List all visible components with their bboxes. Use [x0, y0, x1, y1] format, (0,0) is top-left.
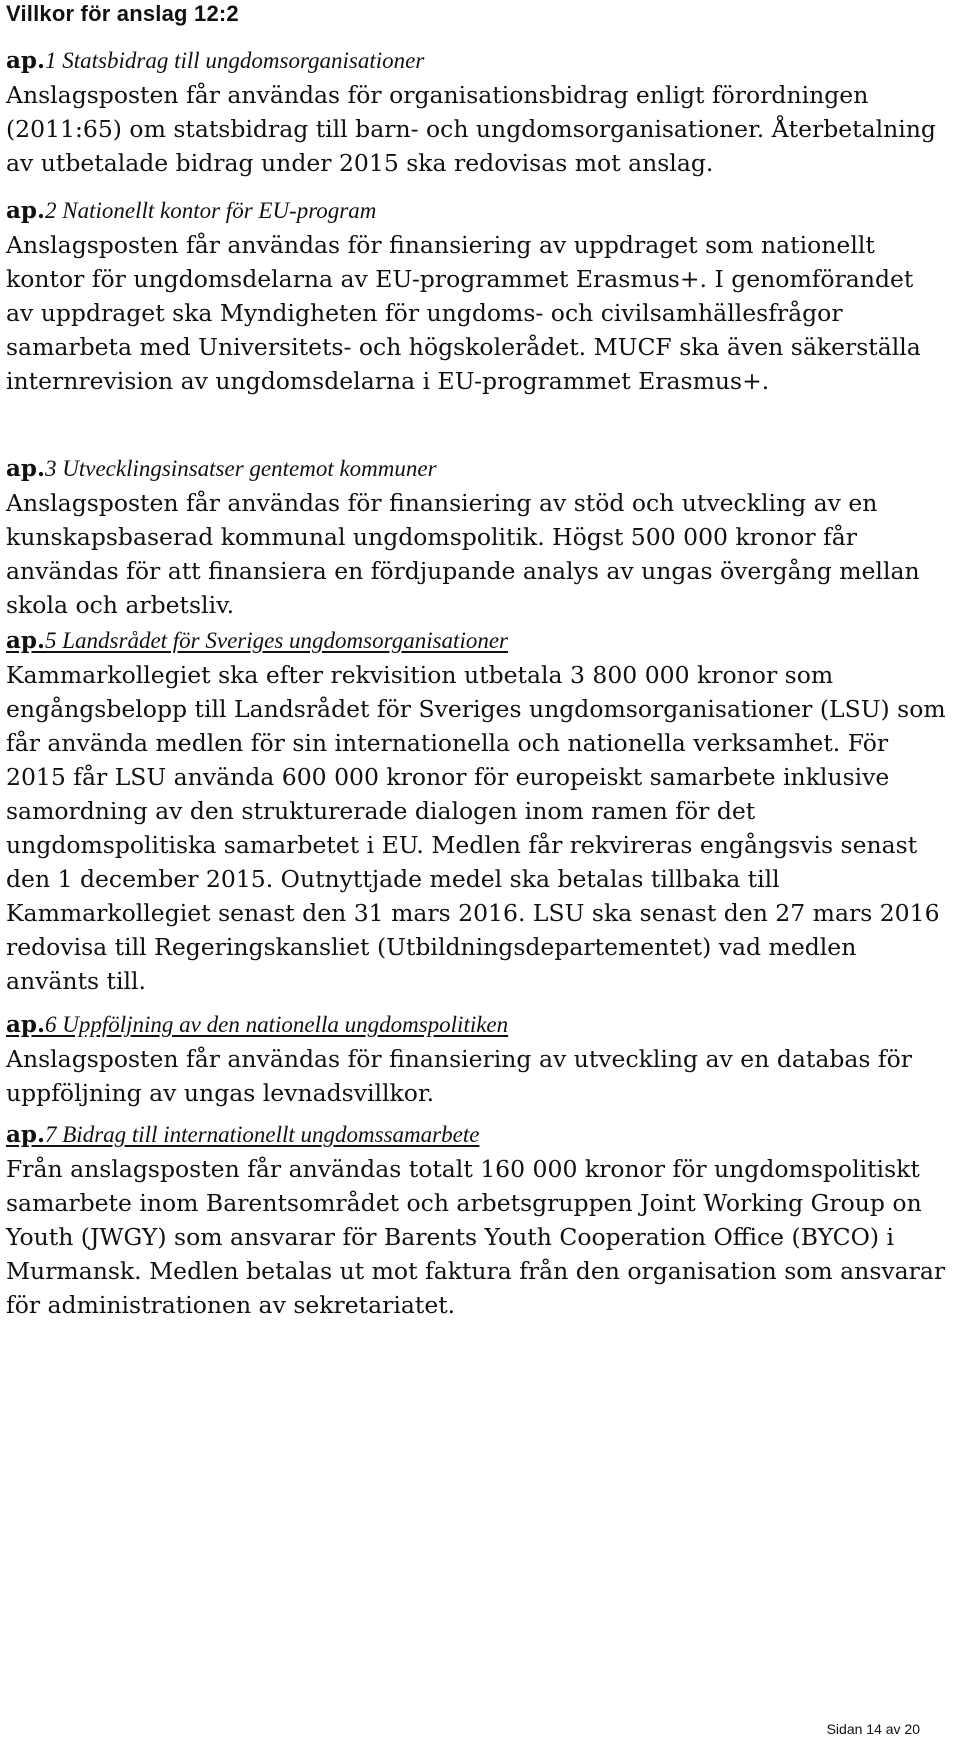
section-body: Från anslagsposten får användas totalt 160 000 kronor för ungdomspolitiskt samarbete inom Barentsområdet och arbetsgruppen Joint Working Group on Youth (JWGY) som ansvarar för Barents Youth Cooperation Office (BYCO) i Murmansk. Medlen betalas ut mot faktura från den organisation som ansvarar för administrationen av sekretariatet. — [6, 1155, 946, 1319]
section-prefix: ap. — [6, 47, 45, 74]
section-title — [6, 1118, 946, 1152]
section-ap7 — [6, 1118, 946, 1322]
section-body: Anslagsposten får användas för finansiering av utveckling av en databas för uppföljning av ungas levnadsvillkor. — [6, 1045, 912, 1107]
section-title-text: 6 Uppföljning av den nationella ungdomspolitiken — [45, 1012, 509, 1037]
section-title — [6, 44, 946, 78]
section-ap2 — [6, 194, 946, 398]
section-title-text: 2 Nationellt kontor för EU-program — [45, 198, 377, 223]
section-title-text: 1 Statsbidrag till ungdomsorganisationer — [45, 48, 425, 73]
section-title — [6, 1008, 946, 1042]
section-body: Anslagsposten får användas för finansiering av stöd och utveckling av en kunskapsbaserad kommunal ungdomspolitik. Högst 500 000 kronor får användas för att finansiera en fördjupande analys av ungas övergång mellan skola och arbetsliv. — [6, 489, 920, 619]
section-prefix: ap. — [6, 197, 45, 224]
section-ap3 — [6, 452, 946, 622]
section-ap6 — [6, 1008, 946, 1110]
section-title — [6, 452, 946, 486]
section-title — [6, 624, 946, 658]
page-number: Sidan 14 av 20 — [826, 1721, 920, 1737]
section-body: Anslagsposten får användas för finansiering av uppdraget som nationellt kontor för ungdomsdelarna av EU-programmet Erasmus+. I genomförandet av uppdraget ska Myndigheten för ungdoms- och civilsamhällesfrågor samarbeta med Universitets- och högskolerådet. MUCF ska även säkerställa internrevision av ungdomsdelarna i EU-programmet Erasmus+. — [6, 231, 921, 395]
section-prefix: ap. — [6, 455, 45, 482]
section-body: Anslagsposten får användas för organisationsbidrag enligt förordningen (2011:65) om statsbidrag till barn- och ungdomsorganisationer. Återbetalning av utbetalade bidrag under 2015 ska redovisas mot anslag. — [6, 81, 936, 177]
document-heading: Villkor för anslag 12:2 — [6, 1, 239, 26]
section-ap5 — [6, 624, 946, 998]
section-title-text: 7 Bidrag till internationellt ungdomssamarbete — [45, 1122, 480, 1147]
section-prefix: ap. — [6, 1121, 45, 1148]
section-body: Kammarkollegiet ska efter rekvisition utbetala 3 800 000 kronor som engångsbelopp till Landsrådet för Sveriges ungdomsorganisationer (LSU) som får använda medlen för sin internationella och nationella verksamhet. För 2015 får LSU använda 600 000 kronor för europeiskt samarbete inklusive samordning av den strukturerade dialogen inom ramen för det ungdomspolitiska samarbetet i EU. Medlen får rekvireras engångsvis senast den 1 december 2015. Outnyttjade medel ska betalas tillbaka till Kammarkollegiet senast den 31 mars 2016. LSU ska senast den 27 mars 2016 redovisa till Regeringskansliet (Utbildningsdepartementet) vad medlen använts till. — [6, 661, 946, 995]
section-title-text: 3 Utvecklingsinsatser gentemot kommuner — [45, 456, 437, 481]
section-title-text: 5 Landsrådet för Sveriges ungdomsorganisationer — [45, 628, 508, 653]
section-title — [6, 194, 946, 228]
section-ap1 — [6, 44, 946, 180]
section-prefix: ap. — [6, 1011, 45, 1038]
section-prefix: ap. — [6, 627, 45, 654]
